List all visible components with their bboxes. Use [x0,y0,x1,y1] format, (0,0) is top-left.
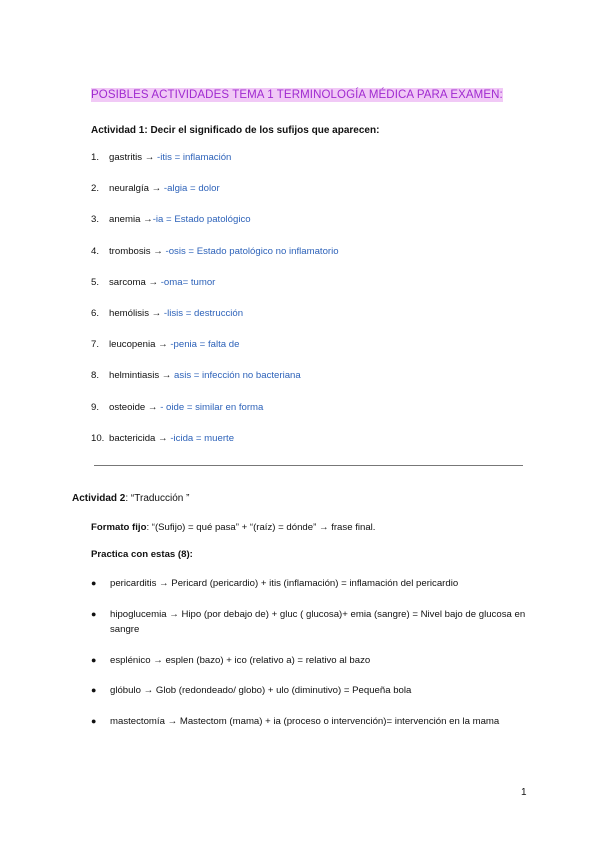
list-item [91,714,531,730]
item-word: osteoide → [109,401,158,413]
item-word: anemia → [109,214,153,226]
item-answer: -icida = muerte [167,432,235,444]
item-number: 7. [91,339,100,351]
format-text: : “(Sufijo) = qué pasa” + “(raíz) = dónde” → frase final. [146,522,376,533]
list-item [91,607,531,638]
document-title-text: POSIBLES ACTIVIDADES TEMA 1 TERMINOLOGÍA MÉDICA PARA EXAMEN: [91,89,503,101]
list-item [91,183,339,214]
list-item [91,246,339,277]
item-answer: -osis = Estado patológico no inflamatorio [162,245,339,257]
item-word: sarcoma → [109,276,159,288]
list-item [91,339,339,370]
item-word: hemólisis → [109,307,162,319]
activity2-heading-rest: : “Traducción ” [125,493,190,504]
bullet-icon: ● [91,685,97,695]
item-number: 8. [91,370,100,382]
item-number: 6. [91,307,100,319]
item-answer: -ia = Estado patológico [152,214,251,226]
item-number: 5. [91,276,100,288]
item-answer: -itis = inflamación [154,152,232,163]
item-number: 4. [91,245,100,257]
item-number: 1. [91,152,100,163]
bullet-icon: ● [91,654,97,665]
translation-list [91,576,531,729]
practice-heading: Practica con estas (8): [91,549,193,560]
list-item-text: glóbulo → Glob (redondeado/ globo) + ulo (diminutivo) = Pequeña bola [110,685,412,696]
item-number: 9. [91,401,100,413]
item-answer: -oma= tumor [158,276,216,288]
item-answer: asis = infección no bacteriana [171,370,301,382]
list-item-text: mastectomía → Mastectom (mama) + ia (proceso o intervención)= intervención en la mama [110,715,500,727]
list-item [91,308,339,339]
activity1-heading: Actividad 1: Decir el significado de los sufijos que aparecen: [91,125,380,136]
list-item [91,152,339,183]
list-item [91,576,531,592]
activity2-heading [72,493,189,504]
item-word: leucopenia → [109,339,168,351]
item-answer: -penia = falta de [167,339,240,351]
list-item [91,683,531,699]
item-number: 3. [91,214,100,226]
item-answer: -algia = dolor [161,183,220,195]
list-item [91,277,339,308]
format-line [91,522,375,533]
item-word: gastritis → [109,152,155,163]
list-item-text: esplénico → esplen (bazo) + ico (relativo a) = relativo al bazo [110,654,371,666]
item-number: 10. [91,432,105,444]
document-title [91,89,503,101]
item-word: neuralgía → [109,183,162,195]
list-item [91,370,339,401]
bullet-icon: ● [91,578,97,588]
list-item [91,214,339,245]
list-item-text: pericarditis → Pericard (pericardio) + itis (inflamación) = inflamación del pericardio [110,578,459,589]
list-item-text: hipoglucemia → Hipo (por debajo de) + gluc ( glucosa)+ emia (sangre) = Nivel bajo de glucosa en sangre [110,608,526,635]
horizontal-divider [94,465,523,466]
item-word: helmintiasis → [109,370,172,382]
item-number: 2. [91,183,100,195]
bullet-icon: ● [91,715,97,726]
item-answer: - oide = similar en forma [157,401,264,413]
page-number: 1 [521,787,527,798]
list-item [91,402,339,433]
activity2-heading-bold: Actividad 2 [72,493,126,504]
suffix-list [91,152,339,464]
item-word: bactericida → [109,432,168,444]
list-item [91,653,531,669]
list-item [91,433,339,464]
item-word: trombosis → [109,245,163,257]
item-answer: -lisis = destrucción [161,307,244,319]
format-label: Formato fijo [91,522,147,533]
bullet-icon: ● [91,608,97,619]
